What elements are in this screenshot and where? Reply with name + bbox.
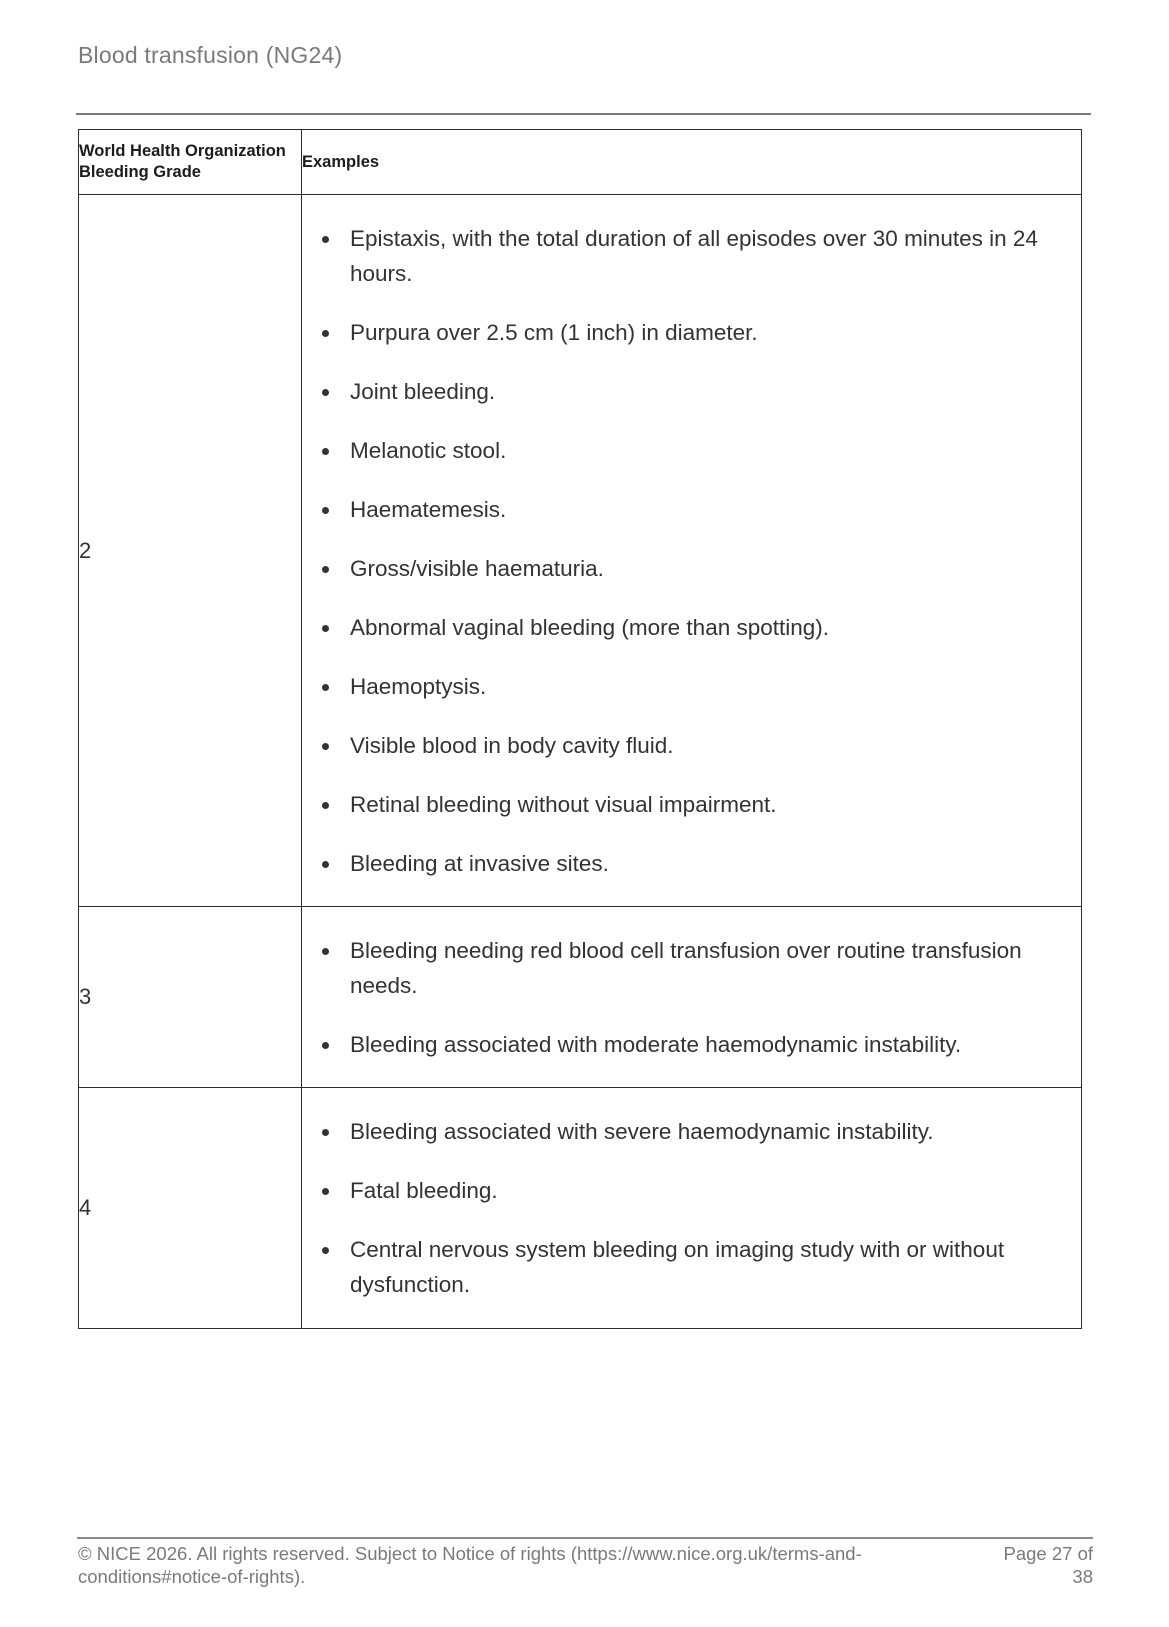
list-item [302,551,1071,586]
list-item [302,1114,1071,1149]
example-text: Fatal bleeding. [350,1178,498,1203]
column-header-grade: World Health Organization Bleeding Grade [79,130,302,195]
grade-cell: 3 [79,907,302,1088]
bullet-icon [322,802,329,809]
example-text: Visible blood in body cavity fluid. [350,732,674,758]
table-row [79,195,1082,907]
list-item [302,1027,1071,1062]
example-text: Bleeding associated with moderate haemodynamic instability. [350,1031,962,1057]
table-header-row [79,130,1082,195]
examples-cell [302,1088,1082,1329]
bullet-icon [322,330,329,337]
bullet-icon [322,1129,329,1136]
example-text: Purpura over 2.5 cm (1 inch) in diameter. [350,319,758,345]
list-item [302,1173,1071,1208]
example-text: Bleeding needing red blood cell transfusion over routine transfusion needs. [350,937,1022,998]
examples-cell [302,195,1082,907]
bullet-icon [322,1188,329,1195]
bullet-icon [322,1042,329,1049]
bullet-icon [322,507,329,514]
examples-list [302,1114,1081,1302]
bullet-icon [322,448,329,455]
grade-cell: 2 [79,195,302,907]
bullet-icon [322,566,329,573]
list-item [302,315,1071,350]
header-divider [76,113,1091,115]
example-text: Joint bleeding. [350,378,496,404]
examples-cell [302,907,1082,1088]
list-item [302,1232,1071,1302]
example-text: Melanotic stool. [350,437,507,463]
bullet-icon [322,1247,329,1254]
examples-list [302,221,1081,881]
list-item [302,669,1071,704]
list-item [302,846,1071,881]
grade-cell: 4 [79,1088,302,1329]
example-text: Bleeding associated with severe haemodynamic instability. [350,1119,934,1144]
bullet-icon [322,625,329,632]
table-row [79,907,1082,1088]
footer-copyright: © NICE 2026. All rights reserved. Subject to Notice of rights (https://www.nice.org.uk/terms-and-conditions#notice-of-rights). [78,1543,862,1587]
bullet-icon [322,861,329,868]
example-text: Haematemesis. [350,496,507,522]
example-text: Central nervous system bleeding on imaging study with or without dysfunction. [350,1237,1005,1297]
example-text: Gross/visible haematuria. [350,555,604,581]
list-item [302,374,1071,409]
bullet-icon [322,948,329,955]
bleeding-grade-table [78,129,1082,1329]
list-item [302,728,1071,763]
page-number: Page 27 of 38 [1003,1543,1093,1587]
list-item [302,787,1071,822]
bullet-icon [322,743,329,750]
list-item [302,221,1071,291]
column-header-examples: Examples [302,130,1082,195]
example-text: Epistaxis, with the total duration of all episodes over 30 minutes in 24 hours. [350,225,1038,286]
list-item [302,610,1071,645]
list-item [302,933,1071,1003]
bullet-icon [322,684,329,691]
example-text: Abnormal vaginal bleeding (more than spotting). [350,614,830,640]
example-text: Haemoptysis. [350,673,487,699]
example-text: Bleeding at invasive sites. [350,850,609,876]
examples-list [302,933,1081,1062]
bullet-icon [322,389,329,396]
bullet-icon [322,236,329,243]
table-row [79,1088,1082,1329]
list-item [302,492,1071,527]
list-item [302,433,1071,468]
footer-divider [77,1537,1093,1539]
document-title: Blood transfusion (NG24) [78,42,343,68]
example-text: Retinal bleeding without visual impairment. [350,791,777,817]
